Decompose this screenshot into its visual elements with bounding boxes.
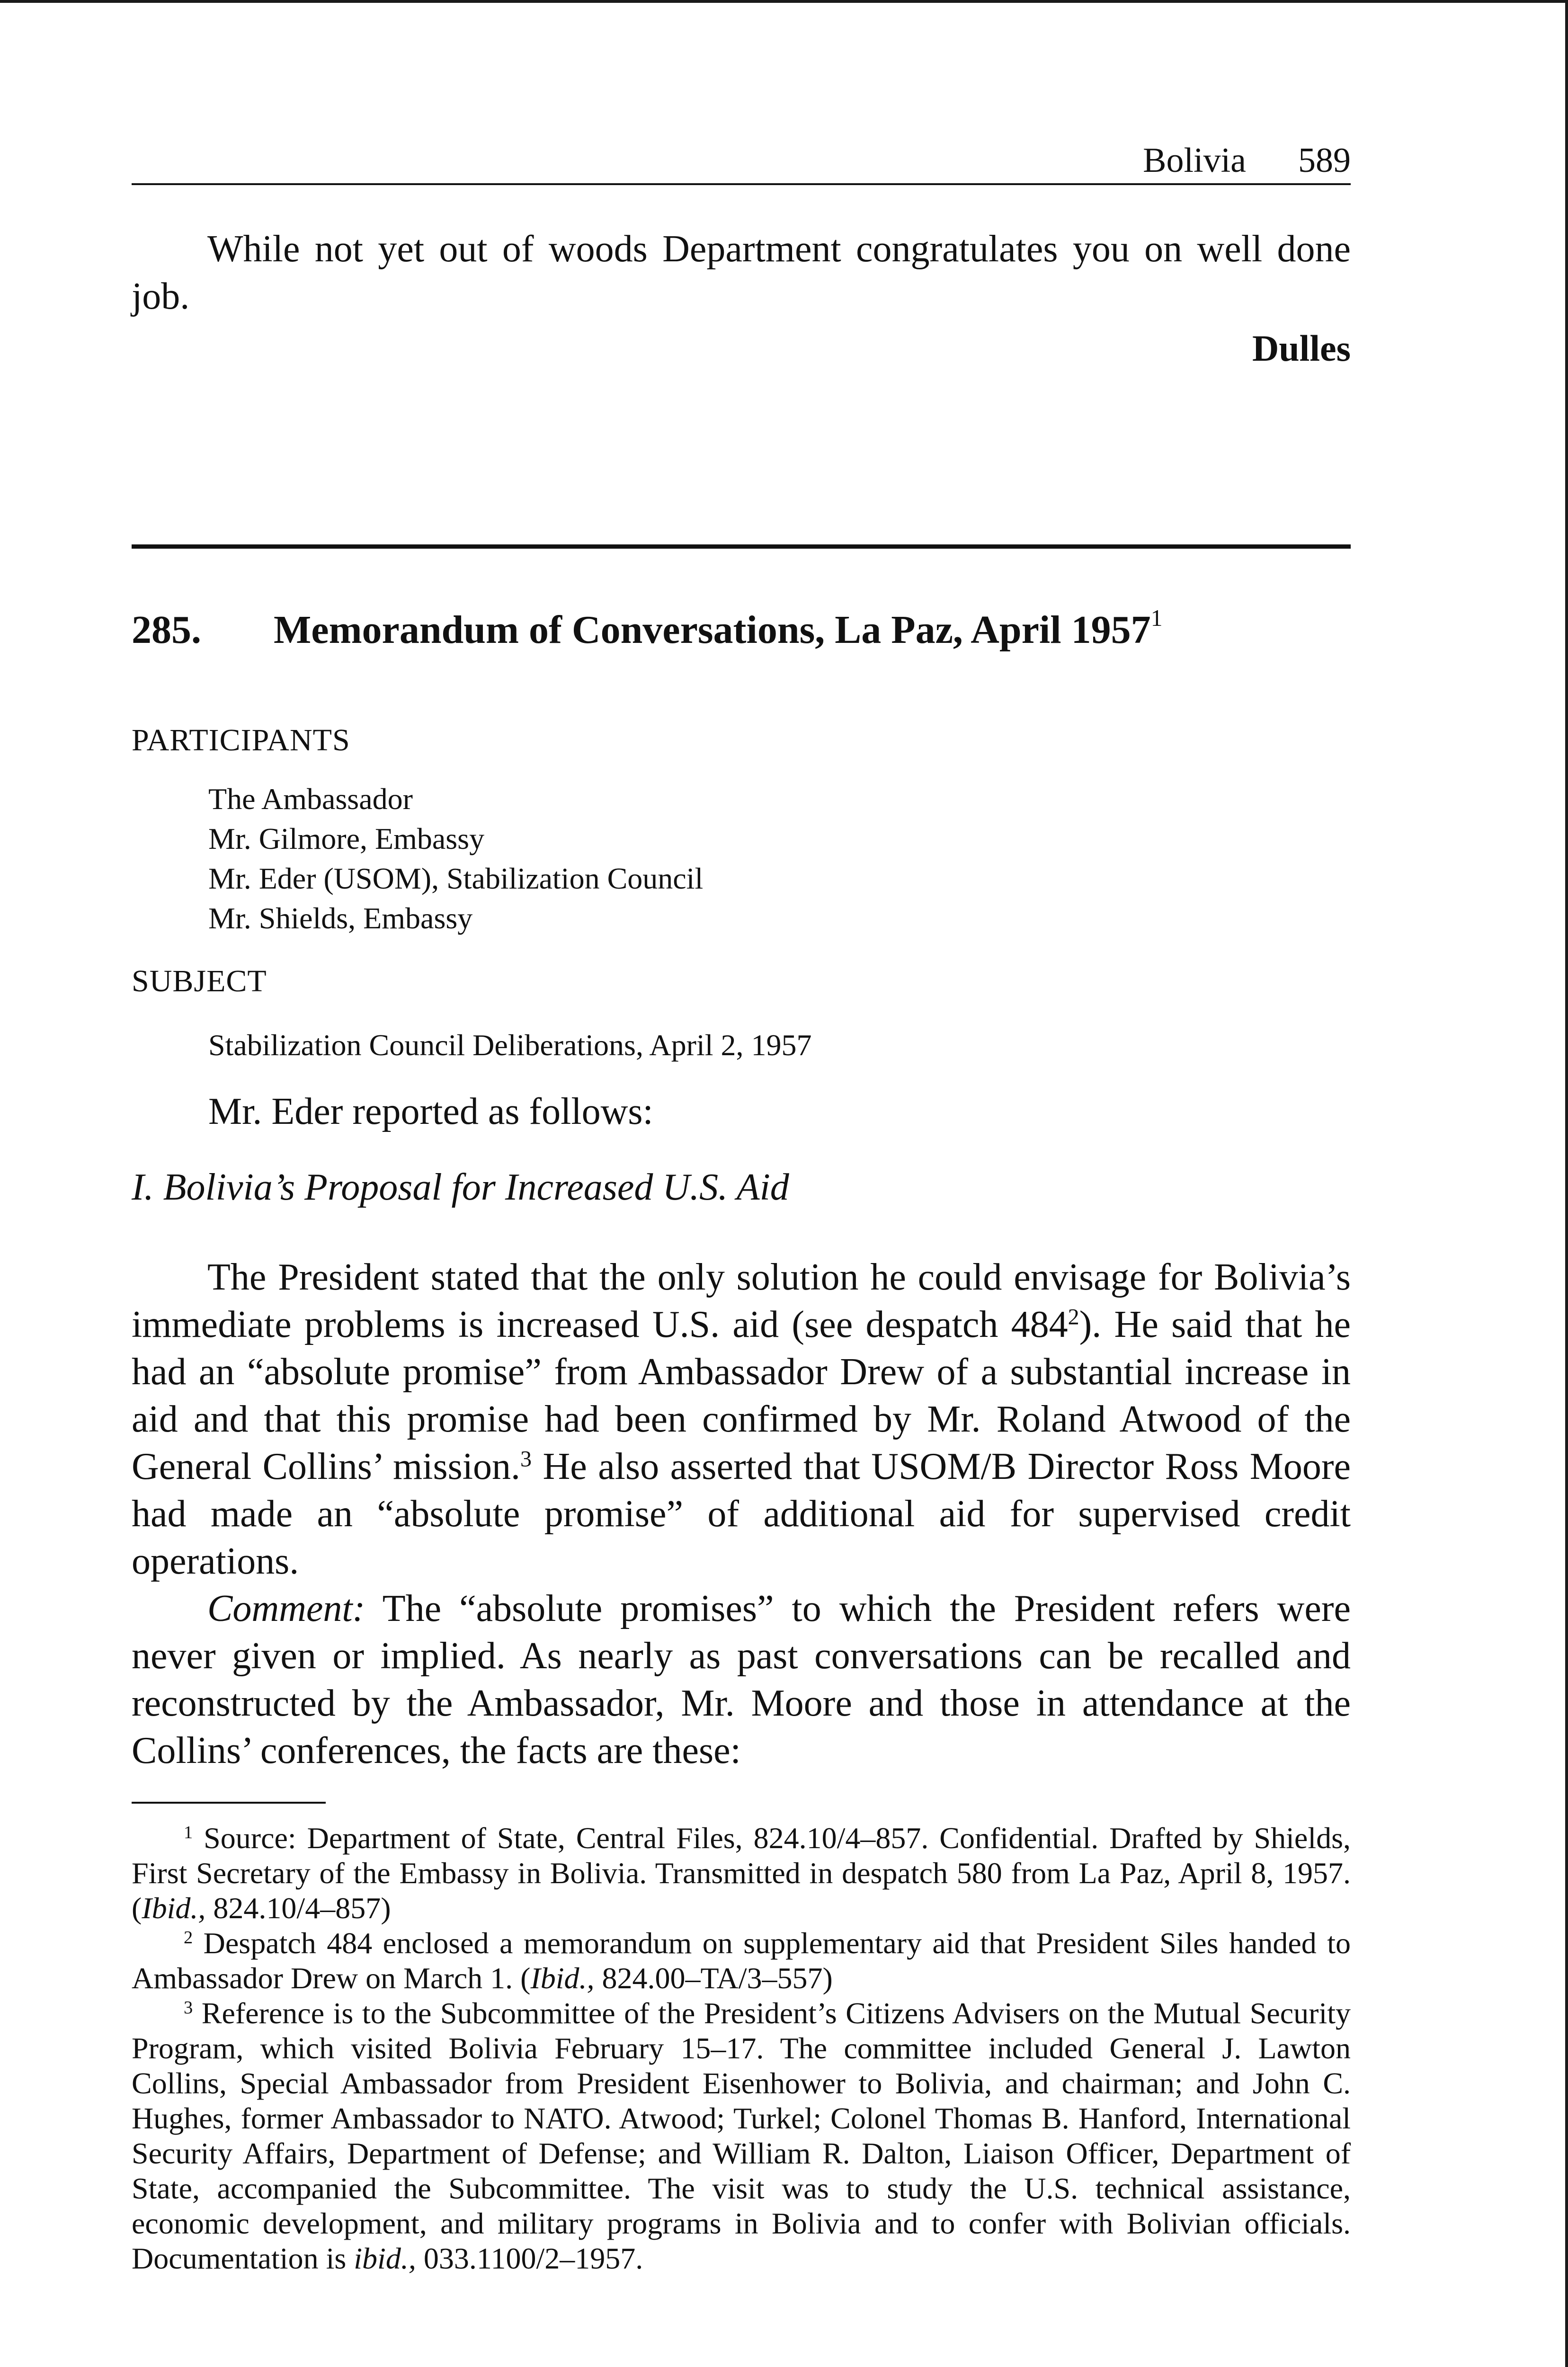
subject-label: SUBJECT — [132, 964, 267, 998]
footnote-1: $^1$ Source: Department of State, Central Files, 824.10/4–857. Confidential. Drafted by Shields, First Secretary of the Embassy in Bolivia. Transmitted in despatch 580 from La Paz, April 8, 1957. (Ibid., 824.10/4–857) — [132, 1821, 1351, 1925]
footnote-ref: 3 — [520, 1446, 532, 1472]
participants-list — [208, 779, 1345, 938]
footnote-number: 2 — [184, 1927, 193, 1948]
reported-intro: Mr. Eder reported as follows: — [208, 1091, 653, 1132]
section-heading: I. Bolivia’s Proposal for Increased U.S. Aid — [132, 1166, 789, 1208]
title-footnote-ref: 1 — [1150, 605, 1163, 631]
document-title-text: Memorandum of Conversations, La Paz, April 1957 — [274, 608, 1151, 652]
previous-document-closing: While not yet out of woods Department congratulates you on well done job. — [132, 228, 1351, 317]
document-title — [132, 604, 1351, 656]
participants-label: PARTICIPANTS — [132, 723, 350, 757]
participant: Mr. Eder (USOM), Stabilization Council — [208, 862, 704, 895]
footnote-number: 1 — [184, 1822, 193, 1842]
comment-lead: Comment: — [207, 1588, 365, 1629]
footnote-rule — [132, 1802, 326, 1804]
page-number: 589 — [1298, 141, 1351, 180]
footnote-3: $^3$ Reference is to the Subcommittee of the President’s Citizens Advisers on the Mutual Security Program, which visited Bolivia February 15–17. The committee included General J. Lawton Collins, Special Ambassador from President Eisenhower to Bolivia, and chairman; and John C. Hughes, former Ambassador to NATO. Atwood; Turkel; Colonel Thomas B. Hanford, International Security Affairs, Department of Defense; and William R. Dalton, Liaison Officer, Department of State, accompanied the Subcommittee. The visit was to study the U.S. technical assistance, economic development, and military programs in Bolivia and to confer with Bolivian officials. Documentation is ibid., 033.1100/2–1957. — [132, 1996, 1351, 2275]
running-header — [132, 138, 1351, 185]
participant: Mr. Gilmore, Embassy — [208, 822, 485, 855]
signature: Dulles — [1252, 328, 1351, 369]
paragraph-president-statement: The President stated that the only solution he could envisage for Bolivia’s immediate problems is increased U.S. aid (see despatch $484^2$). He said that he had an “absolute promise” from Ambassador Drew of a substantial increase in aid and that this promise had been confirmed by Mr. Roland Atwood of the General Collins’ mission.$^3$ He also asserted that USOM/B Director Ross Moore had made an “absolute promise” of additional aid for supervised credit operations. — [132, 1256, 1351, 1582]
footnote-number: 3 — [184, 1997, 193, 2018]
footnote-ref: 2 — [1068, 1304, 1079, 1330]
subject-text: Stabilization Council Deliberations, April 2, 1957 — [208, 1028, 812, 1062]
main-body — [132, 1254, 1351, 1774]
participant: Mr. Shields, Embassy — [208, 901, 473, 935]
footnote-2: $^2$ Despatch 484 enclosed a memorandum on supplementary aid that President Siles handed to Ambassador Drew on March 1. (Ibid., 824.00–TA/3–557) — [132, 1926, 1351, 1995]
running-title: Bolivia — [1143, 141, 1246, 180]
document-number: 285. — [132, 608, 201, 652]
paragraph-comment: Comment: The “absolute promises” to which the President refers were never given or implied. As nearly as past conversations can be recalled and reconstructed by the Ambassador, Mr. Moore and those in attendance at the Collins’ conferences, the facts are these: — [132, 1588, 1351, 1771]
document-separator-rule — [132, 544, 1351, 549]
participant: The Ambassador — [208, 782, 413, 816]
footnotes — [132, 1821, 1351, 2276]
